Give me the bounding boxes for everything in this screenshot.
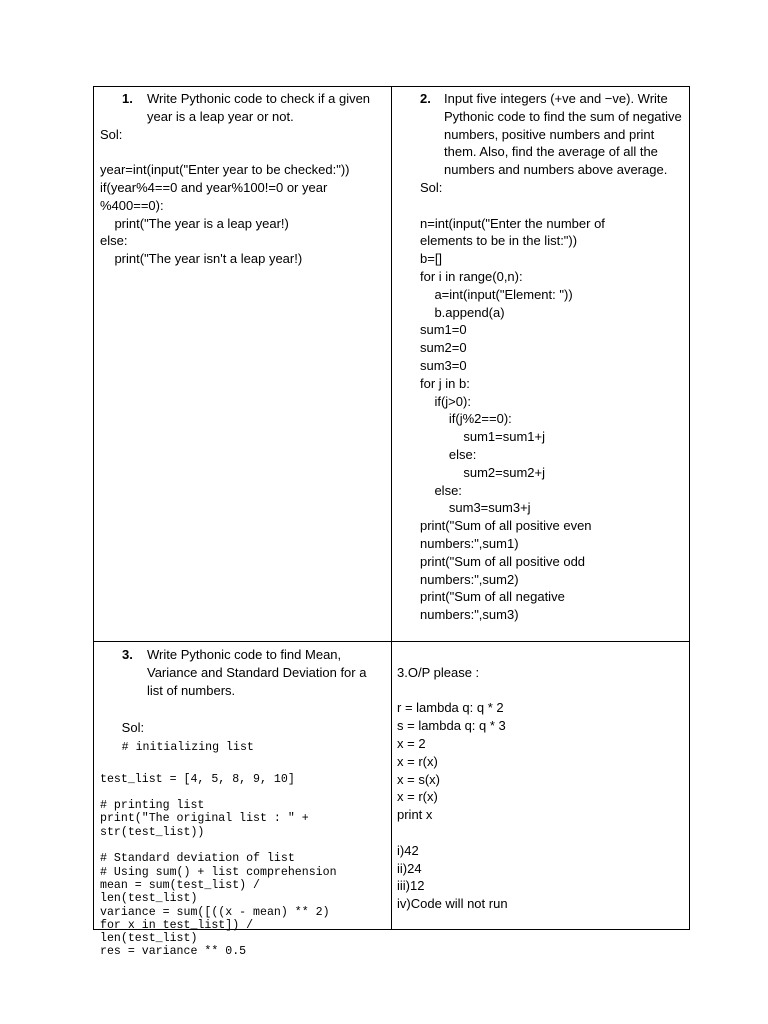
q2-code-line: a=int(input("Element: ")) (420, 286, 573, 302)
question-2-text: Input five integers (+ve and −ve). Write Pythonic code to find the sum of negative numbers, positive numbers and print them. Also, find the average of all the numbers and numbers above average. (444, 91, 682, 178)
q2-code-line: b=[] (420, 251, 443, 267)
q3-code-line: res = variance ** 0.5 (100, 945, 247, 959)
question-3-header (100, 646, 385, 699)
question-2-header (420, 90, 685, 179)
question-2-cell (420, 90, 685, 624)
q2-code-line: sum1=sum1+j (420, 429, 545, 445)
q4-code-line: x = 2 (397, 735, 426, 751)
answer-option: iv)Code will not run (397, 896, 508, 912)
q4-code-line: r = lambda q: q * 2 (397, 700, 504, 716)
q3-code-line: # printing list (100, 799, 205, 813)
q2-code-line: sum1=0 (420, 322, 467, 338)
q1-code-line: print("The year is a leap year!) (100, 215, 289, 231)
q4-code-line: print x (397, 807, 433, 823)
questions-table (93, 86, 690, 959)
q3-code-line: # initializing list (121, 740, 254, 754)
q3-code-line (100, 786, 385, 799)
question-1-cell (100, 90, 385, 268)
question-3-cell (100, 646, 385, 959)
q2-code-line: if(j>0): (420, 393, 471, 409)
answer-option: iii)12 (397, 878, 425, 894)
q3-code-line: str(test_list)) (100, 825, 205, 839)
q2-code-line: numbers:",sum1) (420, 535, 519, 551)
q3-code-line (100, 839, 385, 852)
question-1-text: Write Pythonic code to check if a given year is a leap year or not. (147, 91, 371, 124)
question-1-header (100, 90, 385, 126)
column-divider (391, 87, 392, 929)
q4-code-line: x = r(x) (397, 789, 438, 805)
q2-code-line: for j in b: (420, 375, 470, 391)
q4-code-line: s = lambda q: q * 3 (397, 718, 506, 734)
q1-code-line: %400==0): (100, 197, 164, 213)
q2-code-line: print("Sum of all positive even (420, 518, 592, 534)
question-3-sol-label: Sol: (121, 720, 145, 736)
question-1-number: 1. (122, 91, 133, 106)
question-4-heading: 3.O/P please : (397, 664, 480, 680)
q2-code-line: numbers:",sum2) (420, 571, 519, 587)
q3-code-line: print("The original list : " + (100, 812, 309, 826)
q2-code-line: for i in range(0,n): (420, 268, 523, 284)
q3-code-line: mean = sum(test_list) / (100, 878, 261, 892)
question-3-text: Write Pythonic code to find Mean, Variance and Standard Deviation for a list of numbers. (147, 647, 367, 698)
answer-option: i)42 (397, 842, 419, 858)
q2-code-line: print("Sum of all negative (420, 589, 565, 605)
q4-code-line: x = s(x) (397, 771, 440, 787)
q2-code-line: sum2=sum2+j (420, 464, 545, 480)
question-2-sol-label: Sol: (420, 179, 443, 195)
q3-code-line: # Using sum() + list comprehension (100, 865, 337, 879)
q2-code-line: b.append(a) (420, 304, 505, 320)
q3-code-line: variance = sum([((x - mean) ** 2) (100, 905, 330, 919)
q3-code-line: # Standard deviation of list (100, 852, 295, 866)
question-1-sol-label: Sol: (100, 126, 123, 142)
row-divider (94, 641, 689, 642)
q1-code-line: year=int(input("Enter year to be checked:")) (100, 162, 350, 178)
q3-code-line: for x in test_list]) / (100, 918, 254, 932)
question-2-number: 2. (420, 91, 431, 106)
q1-code-line: print("The year isn't a leap year!) (100, 251, 303, 267)
q2-code-line: sum2=0 (420, 340, 467, 356)
q2-code-line: sum3=sum3+j (420, 500, 531, 516)
q2-code-line: sum3=0 (420, 357, 467, 373)
q2-code-line: if(j%2==0): (420, 411, 512, 427)
q3-code-line: len(test_list) (100, 932, 198, 946)
q2-code-line: numbers:",sum3) (420, 607, 519, 623)
q1-code-line: if(year%4==0 and year%100!=0 or year (100, 179, 328, 195)
q3-code-line: test_list = [4, 5, 8, 9, 10] (100, 772, 295, 786)
q4-code-line: x = r(x) (397, 753, 438, 769)
question-4-cell (397, 646, 682, 913)
q1-code-line: else: (100, 233, 128, 249)
q2-code-line: n=int(input("Enter the number of (420, 215, 605, 231)
q2-code-line: else: (420, 482, 462, 498)
q2-code-line: print("Sum of all positive odd (420, 553, 586, 569)
q2-code-line: elements to be in the list:")) (420, 233, 578, 249)
answer-option: ii)24 (397, 860, 422, 876)
q3-code-line: len(test_list) (100, 892, 198, 906)
question-3-number: 3. (122, 647, 133, 662)
question-3-sol-row (100, 701, 385, 772)
q2-code-line: else: (420, 446, 477, 462)
